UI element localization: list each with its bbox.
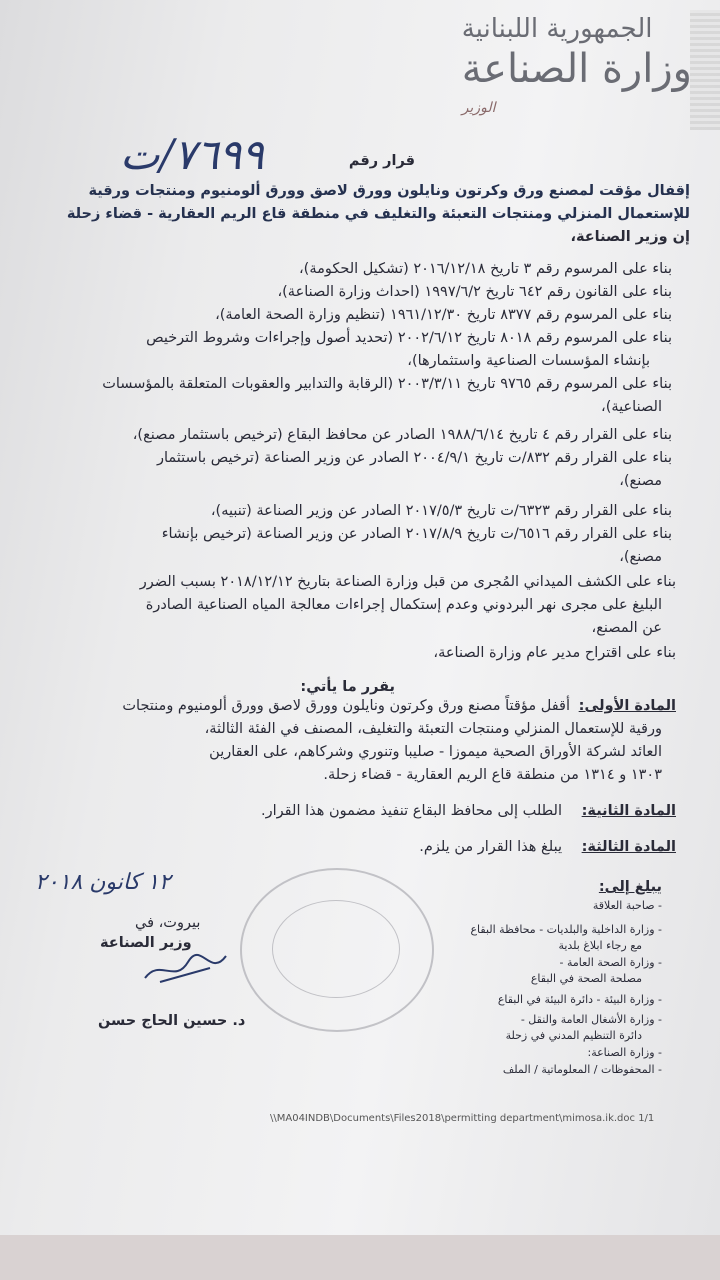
signature-scribble xyxy=(140,948,230,988)
recital-line: مصنع)، xyxy=(619,473,662,489)
decision-number-label: قرار رقم xyxy=(348,153,415,169)
article-3-line: يبلغ هذا القرار من يلزم. xyxy=(419,839,562,855)
recital-line: الصناعية)، xyxy=(601,399,662,415)
decision-number-handwritten: ٧٦٩٩/ت xyxy=(120,130,264,179)
recital-line: بناء على المرسوم رقم ٨٠١٨ تاريخ ٢٠٠٢/٦/١٢ (تحديد أصول وإجراءات وشروط الترخيص xyxy=(146,330,672,346)
article-2-label: المادة الثانية: xyxy=(581,803,676,819)
article-1-line: ورقية للإستعمال المنزلي ومنتجات التعبئة والتغليف، المصنف في الفئة الثالثة، xyxy=(204,721,662,737)
republic-name: الجمهورية اللبنانية xyxy=(461,14,653,44)
signature-place: بيروت، في xyxy=(135,915,201,931)
title-line-1: إقفال مؤقت لمصنع ورق وكرتون ونايلون وورق لاصق وورق ألومنيوم ومنتجات ورقية xyxy=(88,183,690,199)
decides-heading: يقرر ما يأتي: xyxy=(300,679,395,695)
recital-line: بناء على القرار رقم ٦٥١٦/ت تاريخ ٢٠١٧/٨/٩ الصادر عن وزير الصناعة (ترخيص بإنشاء xyxy=(161,526,672,542)
recital-line: بناء على اقتراح مدير عام وزارة الصناعة، xyxy=(433,645,676,661)
distribution-item: دائرة التنظيم المدني في زحلة xyxy=(505,1029,642,1042)
article-2-line: الطلب إلى محافظ البقاع تنفيذ مضمون هذا القرار. xyxy=(261,803,562,819)
signature-title: وزير الصناعة xyxy=(100,935,192,951)
recital-line: البليغ على مجرى نهر البردوني وعدم إستكمال إجراءات معالجة المياه الصناعية الصادرة xyxy=(145,597,662,613)
distribution-item: - المحفوظات / المعلوماتية / الملف xyxy=(502,1063,662,1076)
recital-line: بناء على القرار رقم ٦٣٢٣/ت تاريخ ٢٠١٧/٥/٣ الصادر عن وزير الصناعة (تنبيه)، xyxy=(210,503,672,519)
distribution-item: - وزارة الداخلية والبلديات - محافظة البقاع xyxy=(470,923,662,936)
official-seal-icon xyxy=(240,868,434,1032)
recital-line: بناء على القرار رقم ٨٣٢/ت تاريخ ٢٠٠٤/٩/١ الصادر عن وزير الصناعة (ترخيص باستثمار xyxy=(157,450,672,466)
file-path-footer: \\MA04INDB\Documents\Files2018\permitting department\mimosa.ik.doc 1/1 xyxy=(270,1113,655,1124)
recital-line: عن المصنع، xyxy=(591,620,662,636)
letterhead xyxy=(462,12,692,116)
article-1-line: أقفل مؤقتاً مصنع ورق وكرتون ونايلون وورق لاصق وورق ألومنيوم ومنتجات xyxy=(122,698,570,714)
distribution-heading: يبلغ إلى: xyxy=(598,879,662,895)
article-1-line: ١٣٠٣ و ١٣١٤ من منطقة قاع الريم العقارية - قضاء زحلة. xyxy=(323,767,662,783)
distribution-item: - وزارة الأشغال العامة والنقل - xyxy=(520,1013,662,1026)
signatory-name: د. حسين الحاج حسن xyxy=(98,1013,246,1029)
article-1-label: المادة الأولى: xyxy=(578,698,676,714)
ministry-name: وزارة الصناعة xyxy=(461,46,692,92)
recital-line: مصنع)، xyxy=(619,549,662,565)
recital-line: بناء على المرسوم رقم ٣ تاريخ ٢٠١٦/١٢/١٨ (تشكيل الحكومة)، xyxy=(298,261,672,277)
distribution-item: مصلحة الصحة في البقاع xyxy=(530,972,642,985)
recital-line: بناء على المرسوم رقم ٨٣٧٧ تاريخ ١٩٦١/١٢/٣٠ (تنظيم وزارة الصحة العامة)، xyxy=(215,307,672,323)
handwritten-date: ١٢ كانون ٢٠١٨ xyxy=(35,870,171,895)
recital-line: بناء على المرسوم رقم ٩٧٦٥ تاريخ ٢٠٠٣/٣/١١ (الرقابة والتدابير والعقوبات المتعلقة بالمؤسسات xyxy=(102,376,672,392)
distribution-item: - وزارة البيئة - دائرة البيئة في البقاع xyxy=(497,993,662,1006)
minister-caption: الوزير xyxy=(461,100,496,116)
distribution-item: مع رجاء ابلاغ بلدية xyxy=(558,939,642,952)
recital-line: بناء على القانون رقم ٦٤٢ تاريخ ١٩٩٧/٦/٢ (احداث وزارة الصناعة)، xyxy=(277,284,672,300)
distribution-item: - صاحبة العلاقة xyxy=(592,899,662,912)
intro-line: إن وزير الصناعة، xyxy=(570,229,690,245)
distribution-item: - وزارة الصحة العامة - xyxy=(559,956,662,969)
recital-line: بإنشاء المؤسسات الصناعية واستثمارها)، xyxy=(407,353,650,369)
recital-line: بناء على القرار رقم ٤ تاريخ ١٩٨٨/٦/١٤ الصادر عن محافظ البقاع (ترخيص باستثمار مصنع)، xyxy=(132,427,672,443)
article-3-label: المادة الثالثة: xyxy=(581,839,676,855)
article-1-line: العائد لشركة الأوراق الصحية ميموزا - صليبا وتنوري وشركاهم، على العقارين xyxy=(209,744,662,760)
distribution-item: - وزارة الصناعة: xyxy=(587,1046,662,1059)
background-surface xyxy=(0,1235,720,1280)
recital-line: بناء على الكشف الميداني المُجرى من قبل وزارة الصناعة بتاريخ ٢٠١٨/١٢/١٢ بسبب الضرر xyxy=(139,574,676,590)
paper-edge-corner xyxy=(690,10,720,130)
title-line-2: للإستعمال المنزلي ومنتجات التعبئة والتغليف في منطقة قاع الريم العقارية - قضاء زحلة xyxy=(66,206,690,222)
